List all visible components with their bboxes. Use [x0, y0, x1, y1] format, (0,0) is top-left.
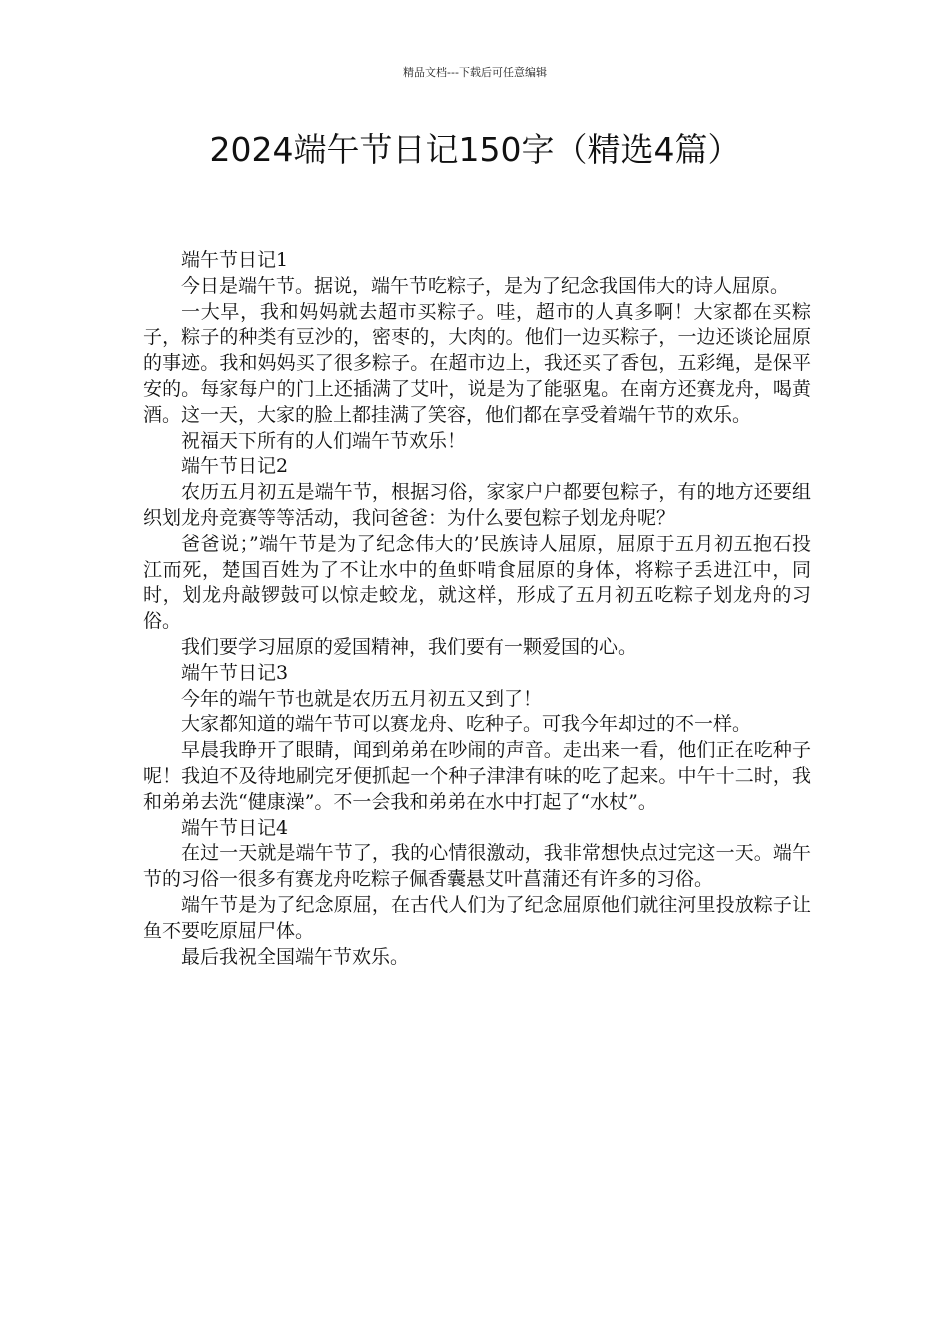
paragraph: 今日是端午节。据说，端午节吃粽子，是为了纪念我国伟大的诗人屈原。 [181, 274, 790, 297]
paragraph: 早晨我睁开了眼睛，闻到弟弟在吵闹的声音。走出来一看，他们正在吃种子呢！我迫不及待地刷完牙便抓起一个种子津津有味的吃了起来。中午十二时，我和弟弟去洗“健康澡”。不一会我和弟弟在水中打起了“水杖”。 [143, 739, 811, 813]
page-header: 精品文档---下载后可任意编辑 [403, 66, 547, 79]
section-heading-4: 端午节日记4 [181, 816, 289, 839]
paragraph: 今年的端午节也就是农历五月初五又到了！ [181, 687, 543, 710]
paragraph: 祝福天下所有的人们端午节欢乐！ [181, 429, 467, 452]
document-body [143, 248, 811, 970]
paragraph: 爸爸说；”端午节是为了纪念伟大的’民族诗人屈原，屈原于五月初五抱石投江而死，楚国百姓为了不让水中的鱼虾啃食屈原的身体，将粽子丢进江中，同时，划龙舟敲锣鼓可以惊走蛟龙，就这样，形成了五月初五吃粽子划龙舟的习俗。 [143, 532, 811, 633]
paragraph: 最后我祝全国端午节欢乐。 [181, 945, 410, 968]
paragraph: 农历五月初五是端午节，根据习俗，家家户户都要包粽子，有的地方还要组织划龙舟竞赛等等活动，我问爸爸：为什么要包粽子划龙舟呢？ [143, 481, 811, 529]
paragraph: 在过一天就是端午节了，我的心情很激动，我非常想快点过完这一天。端午节的习俗一很多有赛龙舟吃粽子佩香囊悬艾叶菖蒲还有许多的习俗。 [143, 842, 811, 891]
section-heading-1: 端午节日记1 [181, 249, 289, 271]
paragraph: 端午节是为了纪念原屈，在古代人们为了纪念屈原他们就往河里投放粽子让鱼不要吃原屈尸体。 [143, 893, 811, 942]
paragraph: 大家都知道的端午节可以赛龙舟、吃种子。可我今年却过的不一样。 [181, 713, 752, 736]
paragraph: 一大早，我和妈妈就去超市买粽子。哇，超市的人真多啊！大家都在买粽子，粽子的种类有豆沙的，密枣的，大肉的。他们一边买粽子，一边还谈论屈原的事迹。我和妈妈买了很多粽子。在超市边上，我还买了香包，五彩绳，是保平安的。每家每户的门上还插满了艾叶，说是为了能驱鬼。在南方还赛龙舟，喝黄酒。这一天，大家的脸上都挂满了笑容，他们都在享受着端午节的欢乐。 [143, 300, 811, 426]
section-heading-2: 端午节日记2 [181, 455, 289, 478]
paragraph: 我们要学习屈原的爱国精神，我们要有一颗爱国的心。 [181, 635, 638, 658]
document-title: 2024端午节日记150字（精选4篇） [209, 130, 741, 169]
section-heading-3: 端午节日记3 [181, 661, 289, 684]
